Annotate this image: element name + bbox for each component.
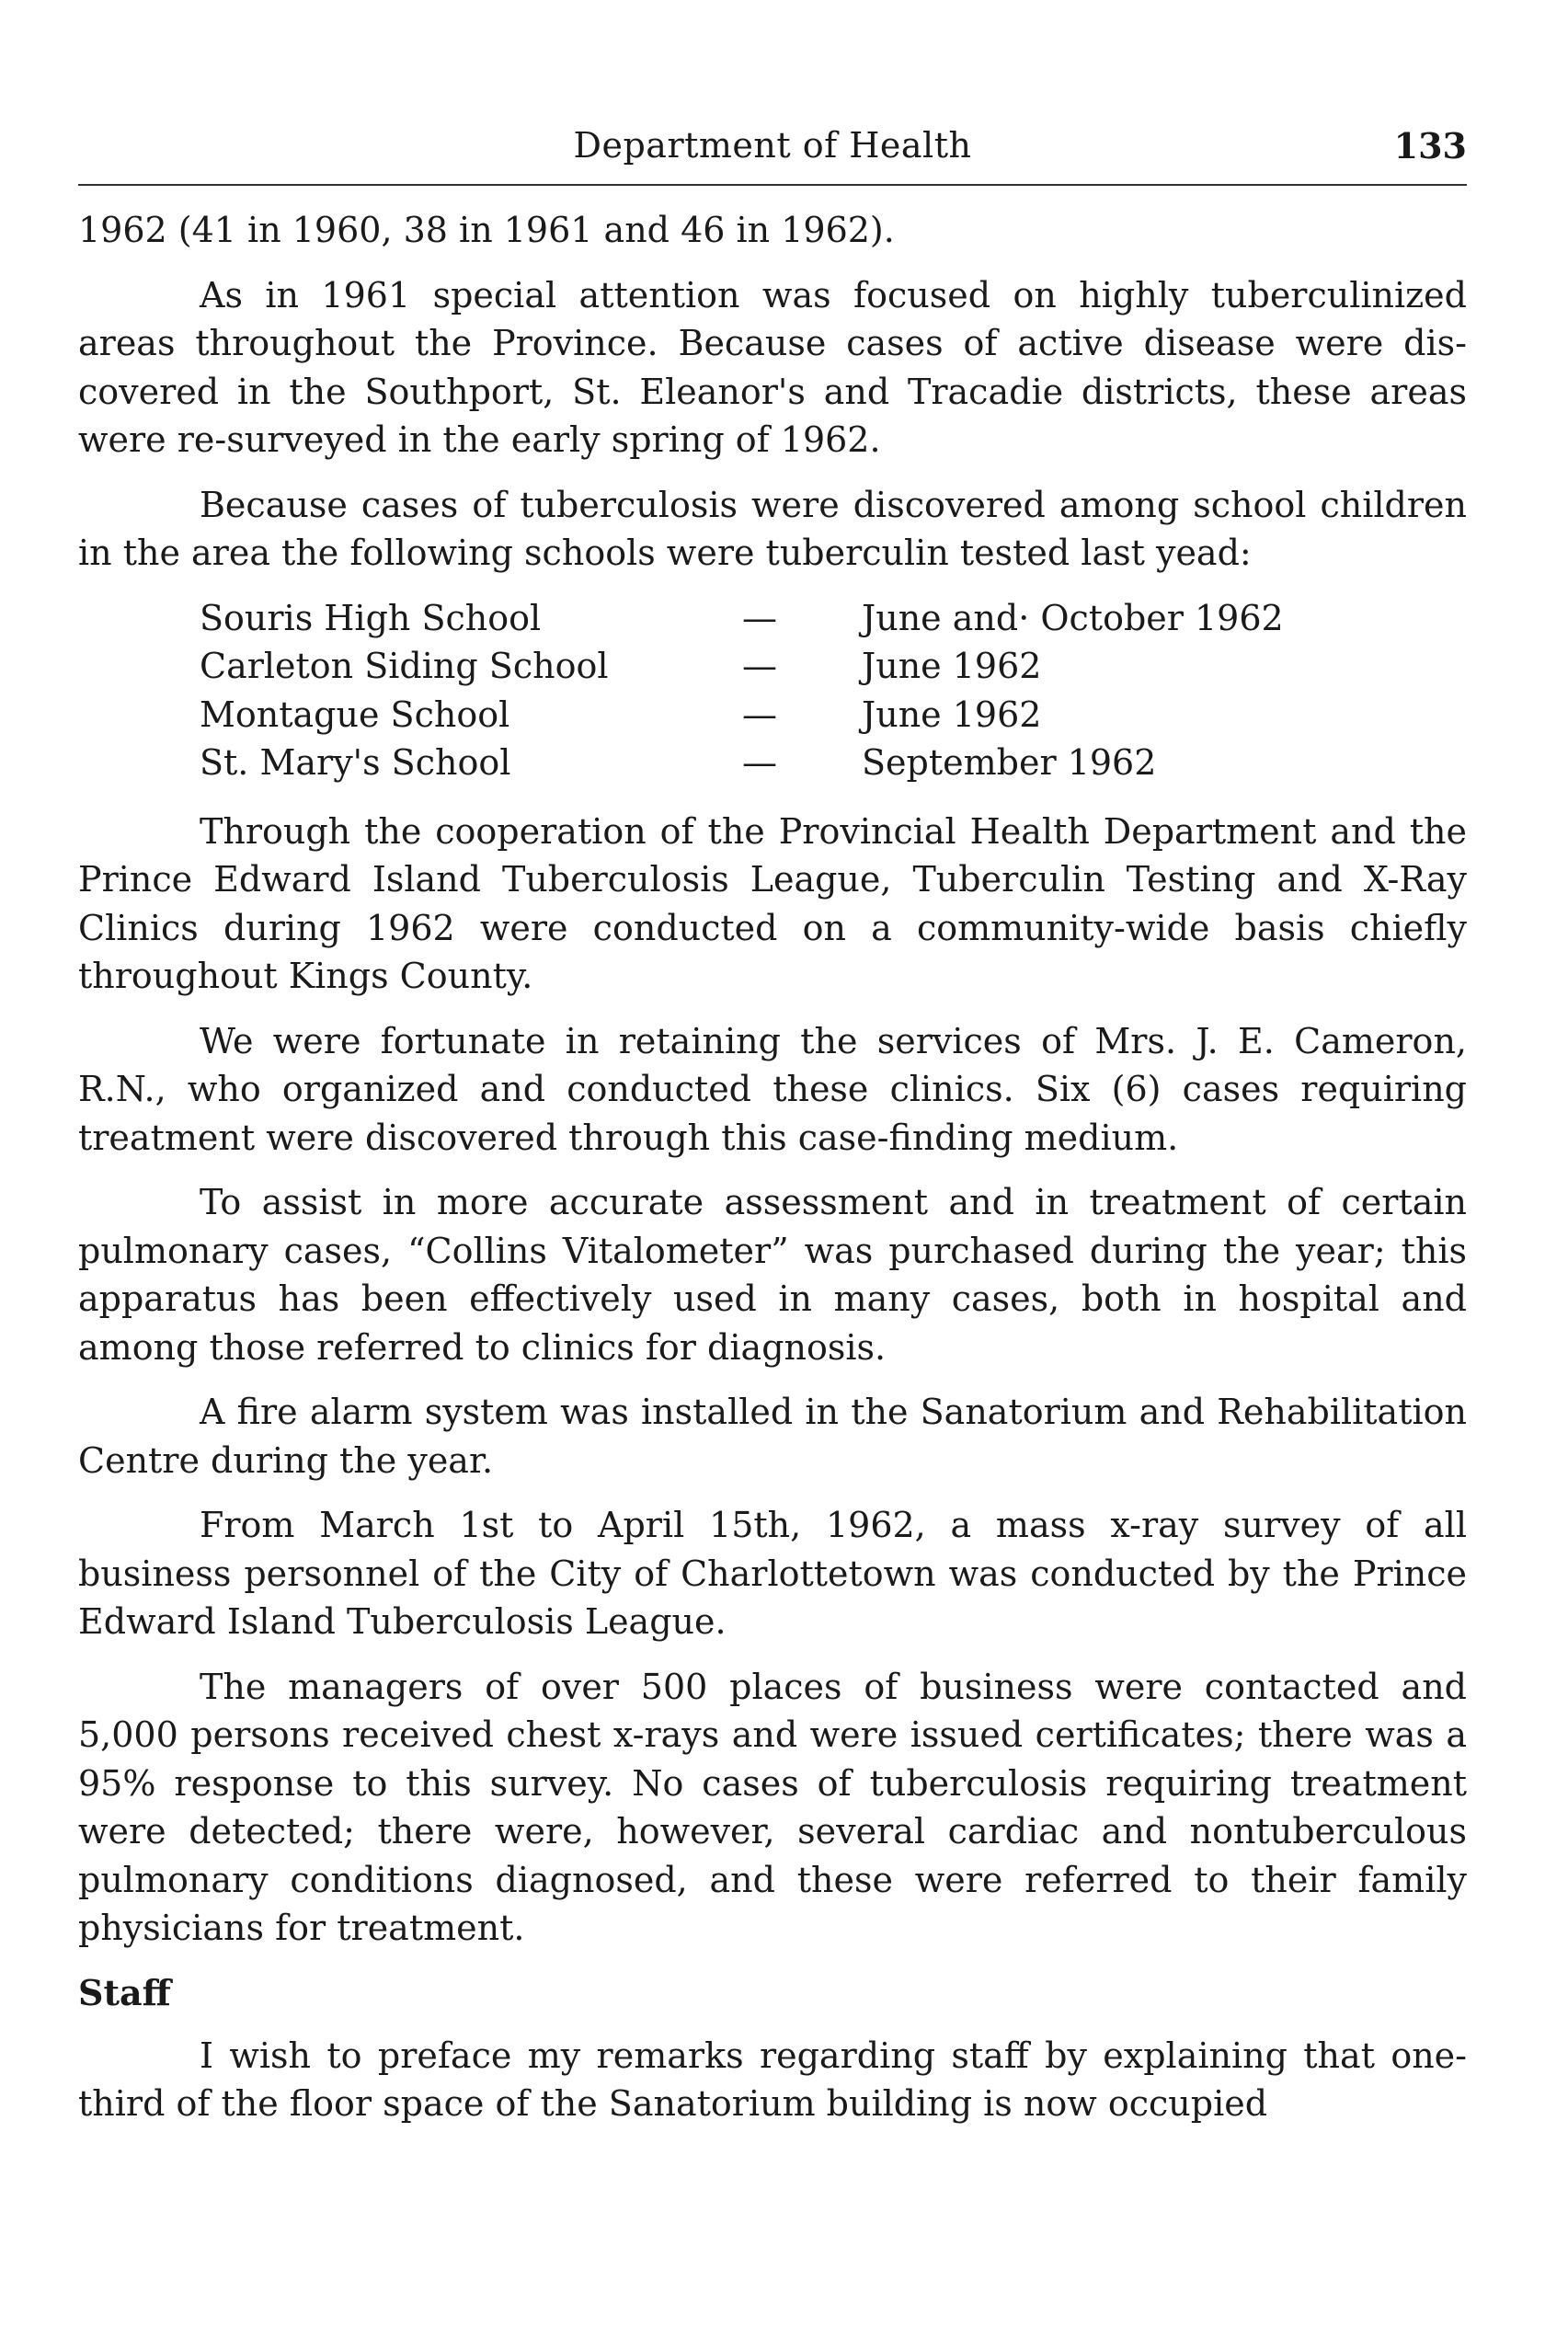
school-date: June 1962 (862, 646, 1042, 686)
paragraph-highly-tuberculinized-areas: As in 1961 special attention was focused on highly tuberculinized areas throughout the Province. Because cases of active disease were discovered in the Southport, St. Eleanor's and Tracadie districts, these areas were re-surveyed in the early spring of 1962. (78, 274, 1467, 460)
section-heading-staff: Staff (78, 1971, 171, 2013)
paragraph-mrs-cameron: We were fortunate in retaining the services of Mrs. J. E. Cameron, R.N., who organized and conducted these clinics. Six (6) cases requiring treatment were discovered through this case-finding medium. (78, 1020, 1467, 1158)
school-row (200, 691, 1467, 739)
school-date: June and· October 1962 (862, 597, 1284, 638)
running-head (78, 120, 1467, 186)
paragraph-schools-tested-intro: Because cases of tuberculosis were discovered among school children in the area the following schools were tuberculin tested last yead: (78, 484, 1467, 573)
school-dash: — (742, 646, 777, 686)
paragraph-survey-results: The managers of over 500 places of business were contacted and 5,000 persons received chest x-rays and were issued certificates; there was a 95% response to this survey. No cases of tuberculosis requiring treatment were detected; there were, however, several cardiac and nontuberculous pulmonary conditions diagnosed, and these were referred to their family physicians for treatment. (78, 1666, 1467, 1948)
school-dash: — (742, 694, 777, 735)
school-name: St. Mary's School (200, 742, 511, 783)
school-row (200, 594, 1467, 643)
running-title: Department of Health (573, 125, 972, 166)
paragraph-mass-xray-survey: From March 1st to April 15th, 1962, a mass x-ray survey of all business personnel of the City of Charlottetown was conducted by the Prince Edward Island Tuberculosis League. (78, 1505, 1467, 1642)
paragraph-continued: 1962 (41 in 1960, 38 in 1961 and 46 in 1962). (78, 210, 895, 250)
school-dash: — (742, 597, 777, 638)
paragraph-clinics-cooperation: Through the cooperation of the Provincial Health Department and the Prince Edward Island Tuberculosis League, Tuberculin Testing and X-Ray Clinics during 1962 were conducted on a community-wide basis chiefly throughout Kings County. (78, 810, 1467, 996)
school-name: Carleton Siding School (200, 646, 609, 686)
school-name: Montague School (200, 694, 510, 735)
page-number: 133 (1393, 125, 1467, 166)
school-date: June 1962 (862, 694, 1042, 735)
school-row (200, 739, 1467, 787)
paragraph-staff-preface: I wish to preface my remarks regarding staff by explaining that one-third of the floor space of the Sanatorium building is now occupied (78, 2035, 1467, 2124)
paragraph-vitalometer: To assist in more accurate assessment and in treatment of certain pulmonary cases, “Collins Vitalometer” was purchased during the year; this apparatus has been effectively used in many cases, both in hospital and among those referred to clinics for diagnosis. (78, 1182, 1467, 1368)
school-list (200, 594, 1467, 787)
school-row (200, 642, 1467, 691)
school-dash: — (742, 742, 777, 783)
document-page (78, 120, 1467, 2145)
school-date: September 1962 (862, 742, 1157, 783)
school-name: Souris High School (200, 597, 542, 638)
paragraph-fire-alarm: A fire alarm system was installed in the Sanatorium and Rehabilitation Centre during the year. (78, 1392, 1467, 1481)
